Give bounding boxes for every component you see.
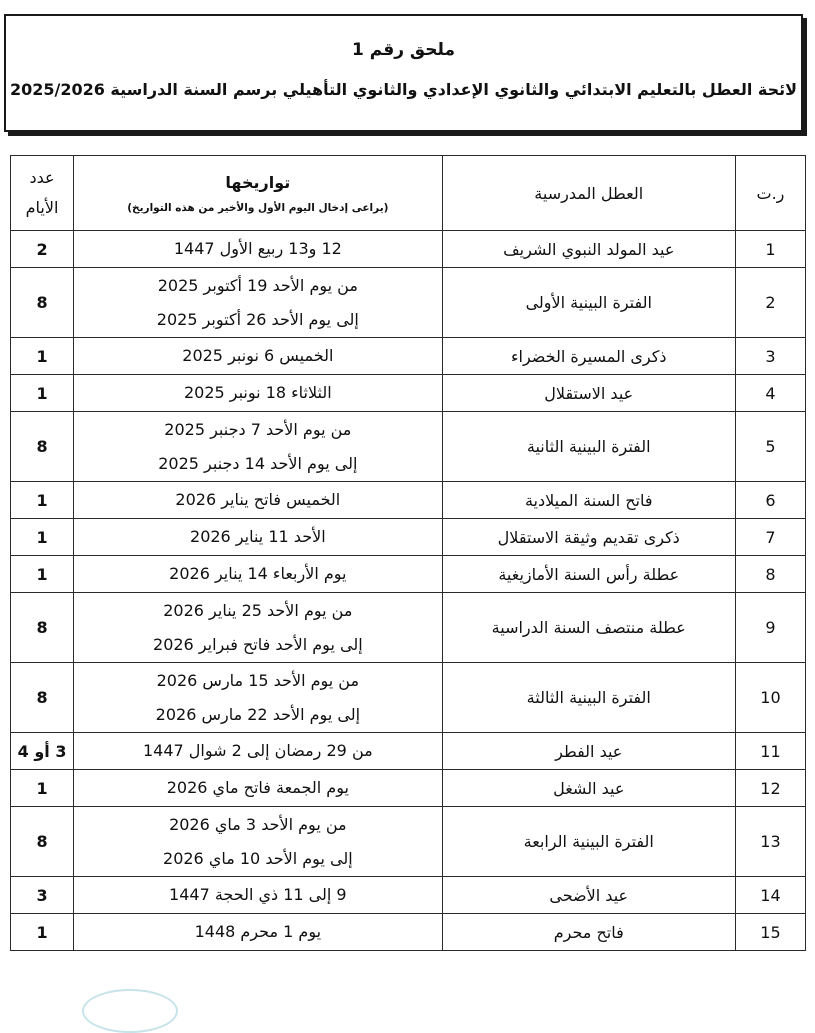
row-number: 10 xyxy=(735,663,805,733)
holiday-dates xyxy=(74,338,442,375)
holiday-name: ذكرى المسيرة الخضراء xyxy=(442,338,735,375)
table-row xyxy=(11,268,806,338)
date-line: إلى يوم الأحد 22 مارس 2026 xyxy=(155,704,361,724)
row-number: 15 xyxy=(735,914,805,951)
date-line: من يوم الأحد 7 دجنبر 2025 xyxy=(164,419,352,439)
days-count: 8 xyxy=(11,807,74,877)
holiday-name: فاتح السنة الميلادية xyxy=(442,482,735,519)
holiday-name: عيد المولد النبوي الشريف xyxy=(442,231,735,268)
holiday-dates xyxy=(74,375,442,412)
date-line: يوم الأربعاء 14 يناير 2026 xyxy=(169,564,347,583)
table-row xyxy=(11,663,806,733)
row-number: 4 xyxy=(735,375,805,412)
table-row xyxy=(11,412,806,482)
holiday-name: الفترة البينية الثانية xyxy=(442,412,735,482)
days-count: 1 xyxy=(11,482,74,519)
header-dates xyxy=(74,156,442,231)
date-line: من 29 رمضان إلى 2 شوال 1447 xyxy=(142,741,373,760)
appendix-number: ملحق رقم 1 xyxy=(352,40,455,60)
row-number: 13 xyxy=(735,807,805,877)
date-line: من يوم الأحد 19 أكتوبر 2025 xyxy=(157,275,358,295)
date-line: يوم 1 محرم 1448 xyxy=(194,922,322,941)
days-count: 3 أو 4 xyxy=(11,733,74,770)
date-line: إلى يوم الأحد 14 دجنبر 2025 xyxy=(158,453,358,473)
holiday-name: عيد الفطر xyxy=(442,733,735,770)
table-row xyxy=(11,231,806,268)
date-line: من يوم الأحد 15 مارس 2026 xyxy=(156,670,360,690)
row-number: 14 xyxy=(735,877,805,914)
holiday-dates xyxy=(74,556,442,593)
date-line: الأحد 11 يناير 2026 xyxy=(190,527,326,546)
holiday-dates xyxy=(74,877,442,914)
days-count: 1 xyxy=(11,338,74,375)
table-body xyxy=(11,231,806,951)
holiday-dates xyxy=(74,914,442,951)
holidays-table xyxy=(10,155,806,951)
row-number: 3 xyxy=(735,338,805,375)
holiday-dates xyxy=(74,482,442,519)
date-line: إلى يوم الأحد فاتح فبراير 2026 xyxy=(153,634,363,654)
holiday-dates xyxy=(74,231,442,268)
header-num: ر.ت xyxy=(735,156,805,231)
holiday-name: عطلة منتصف السنة الدراسية xyxy=(442,593,735,663)
holiday-name: عيد الشغل xyxy=(442,770,735,807)
table-row xyxy=(11,733,806,770)
document-header xyxy=(4,14,803,132)
holiday-name: الفترة البينية الرابعة xyxy=(442,807,735,877)
days-count: 1 xyxy=(11,914,74,951)
stamp-watermark xyxy=(82,989,178,1033)
days-count: 1 xyxy=(11,556,74,593)
holiday-dates xyxy=(74,663,442,733)
holiday-name: الفترة البينية الأولى xyxy=(442,268,735,338)
header-dates-note: (يراعى إدخال اليوم الأول والأخير من هذه التواريخ) xyxy=(127,201,389,214)
holiday-dates xyxy=(74,519,442,556)
days-count: 2 xyxy=(11,231,74,268)
row-number: 6 xyxy=(735,482,805,519)
days-count: 8 xyxy=(11,412,74,482)
date-line: يوم الجمعة فاتح ماي 2026 xyxy=(166,778,349,797)
row-number: 2 xyxy=(735,268,805,338)
days-count: 8 xyxy=(11,268,74,338)
date-line: إلى يوم الأحد 26 أكتوبر 2025 xyxy=(156,309,359,329)
days-count: 1 xyxy=(11,519,74,556)
date-line: من يوم الأحد 3 ماي 2026 xyxy=(169,814,347,834)
date-line: 12 و13 ربيع الأول 1447 xyxy=(173,239,342,258)
table-row xyxy=(11,482,806,519)
holiday-name: عطلة رأس السنة الأمازيغية xyxy=(442,556,735,593)
table-row xyxy=(11,519,806,556)
table-row xyxy=(11,338,806,375)
holiday-name: عيد الأضحى xyxy=(442,877,735,914)
table-row xyxy=(11,914,806,951)
days-count: 1 xyxy=(11,375,74,412)
days-count: 1 xyxy=(11,770,74,807)
header-dates-label: تواريخها xyxy=(225,172,291,192)
table-row xyxy=(11,556,806,593)
holiday-dates xyxy=(74,733,442,770)
date-line: الخميس 6 نونبر 2025 xyxy=(182,346,334,365)
holiday-name: عيد الاستقلال xyxy=(442,375,735,412)
document-title: لائحة العطل بالتعليم الابتدائي والثانوي الإعدادي والثانوي التأهيلي برسم السنة الدراسية 2025/2026 xyxy=(9,80,798,99)
holiday-dates xyxy=(74,593,442,663)
row-number: 5 xyxy=(735,412,805,482)
table-row xyxy=(11,770,806,807)
header-holiday-name: العطل المدرسية xyxy=(442,156,735,231)
days-count: 8 xyxy=(11,593,74,663)
header-days-line1: عدد xyxy=(29,168,55,187)
date-line: من يوم الأحد 25 يناير 2026 xyxy=(163,600,353,620)
table-row xyxy=(11,877,806,914)
date-line: 9 إلى 11 ذي الحجة 1447 xyxy=(169,885,347,904)
days-count: 8 xyxy=(11,663,74,733)
holiday-dates xyxy=(74,807,442,877)
holiday-name: الفترة البينية الثالثة xyxy=(442,663,735,733)
date-line: الخميس فاتح يناير 2026 xyxy=(175,490,341,509)
days-count: 3 xyxy=(11,877,74,914)
date-line: إلى يوم الأحد 10 ماي 2026 xyxy=(163,848,353,868)
row-number: 8 xyxy=(735,556,805,593)
holiday-dates xyxy=(74,268,442,338)
holiday-name: فاتح محرم xyxy=(442,914,735,951)
table-row xyxy=(11,375,806,412)
header-days xyxy=(11,156,74,231)
table-row xyxy=(11,807,806,877)
row-number: 11 xyxy=(735,733,805,770)
table-header-row xyxy=(11,156,806,231)
row-number: 7 xyxy=(735,519,805,556)
row-number: 9 xyxy=(735,593,805,663)
row-number: 12 xyxy=(735,770,805,807)
holiday-name: ذكرى تقديم وثيقة الاستقلال xyxy=(442,519,735,556)
holiday-dates xyxy=(74,412,442,482)
row-number: 1 xyxy=(735,231,805,268)
table-row xyxy=(11,593,806,663)
header-days-line2: الأيام xyxy=(25,198,59,217)
holiday-dates xyxy=(74,770,442,807)
date-line: الثلاثاء 18 نونبر 2025 xyxy=(183,383,332,402)
